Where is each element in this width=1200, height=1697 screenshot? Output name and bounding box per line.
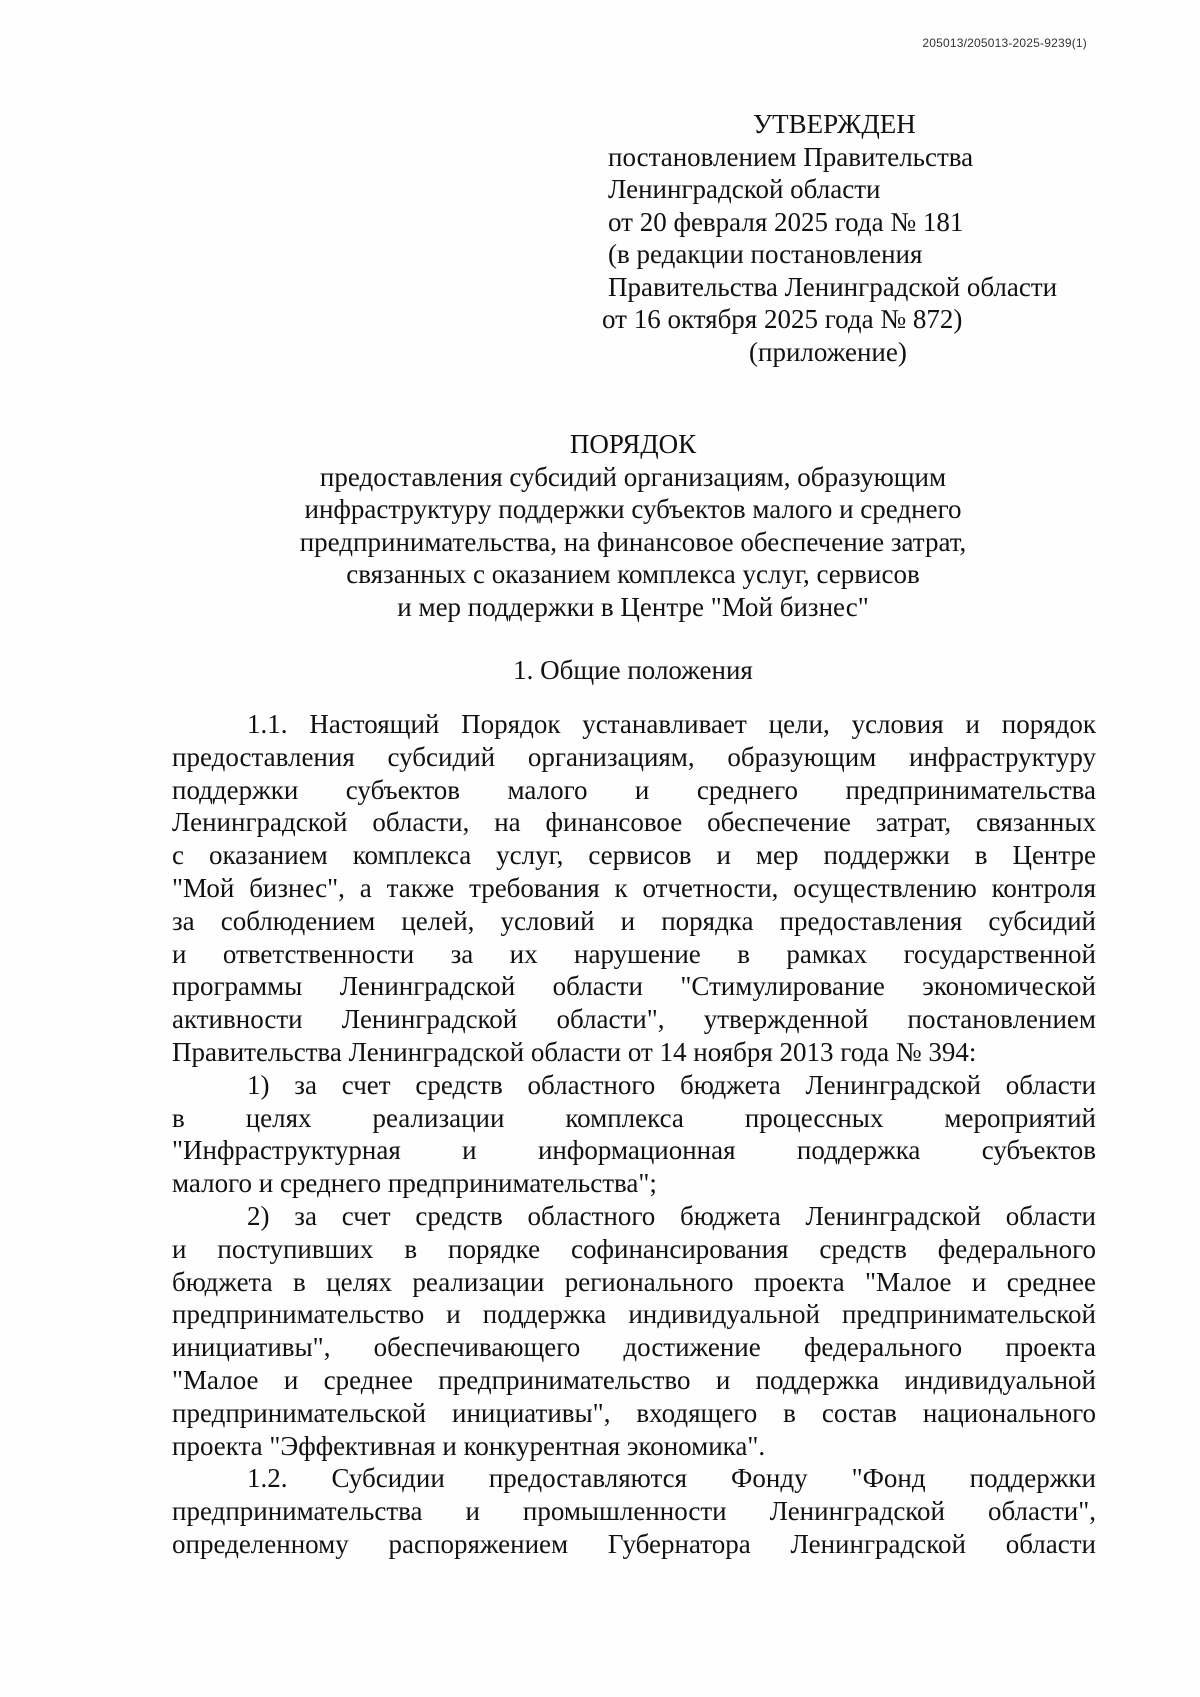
approval-title: УТВЕРЖДЕН [753,109,916,139]
paragraph-line: 1.1. Настоящий Порядок устанавливает цели, условия и порядок [247,709,1096,739]
list-item-line: предпринимательство и поддержка индивидуальной предпринимательской [172,1299,1096,1330]
approval-appendix: (приложение) [749,336,907,367]
document-id: 205013/205013-2025-9239(1) [922,36,1087,50]
body-text [172,708,1096,1561]
approval-line: от 16 октября 2025 года № 872) [602,304,963,334]
order-subtitle-line: и мер поддержки в Центре "Мой бизнес" [397,591,869,622]
list-item-line: предпринимательской инициативы", входящего в состав национального [172,1397,1096,1428]
paragraph-line: с оказанием комплекса услуг, сервисов и мер поддержки в Центре [172,840,1096,871]
list-item-line: в целях реализации комплекса процессных мероприятий [172,1102,1096,1133]
order-subtitle-line: инфраструктуру поддержки субъектов малого и среднего [304,494,962,524]
list-item-line: 2) за счет средств областного бюджета Ленинградской области [247,1200,1096,1231]
list-item-line: проекта "Эффективная и конкурентная экономика". [172,1430,766,1461]
paragraph-line: за соблюдением целей, условий и порядка предоставления субсидий [172,905,1096,936]
paragraph-line: и ответственности за их нарушение в рамках государственной [172,938,1096,969]
approval-line: Ленинградской области [608,174,881,204]
paragraph-line: Правительства Ленинградской области от 14 ноября 2013 года № 394: [172,1036,977,1067]
paragraph-line: определенному распоряжением Губернатора Ленинградской области [172,1528,1096,1559]
paragraph-line: программы Ленинградской области "Стимулирование экономической [172,971,1096,1002]
paragraph-line: поддержки субъектов малого и среднего предпринимательства [172,774,1096,805]
approval-line: Правительства Ленинградской области [608,271,1058,302]
order-title: ПОРЯДОК [569,429,697,459]
list-item-line: 1) за счет средств областного бюджета Ленинградской области [247,1069,1096,1100]
paragraph-line: предоставления субсидий организациям, образующим инфраструктуру [172,741,1096,772]
order-subtitle-line: предпринимательства, на финансовое обеспечение затрат, [299,526,967,557]
list-item-line: "Инфраструктурная и информационная поддержка субъектов [172,1135,1096,1166]
approval-line: от 20 февраля 2025 года № 181 [608,206,964,237]
list-item-line: малого и среднего предпринимательства"; [172,1168,657,1199]
approval-block [602,108,1108,368]
order-subtitle-line: предоставления субсидий организациям, образующим [319,461,947,492]
paragraph-line: Ленинградской области, на финансовое обеспечение затрат, связанных [172,807,1096,838]
list-item-line: "Малое и среднее предпринимательство и поддержка индивидуальной [172,1364,1096,1395]
paragraph-line: активности Ленинградской области", утвержденной постановлением [172,1004,1096,1035]
paragraph-line: "Мой бизнес", а также требования к отчетности, осуществлению контроля [172,872,1096,903]
order-title-block [170,428,1096,623]
paragraph-line: предпринимательства и промышленности Ленинградской области", [172,1496,1096,1527]
list-item-line: бюджета в целях реализации регионального проекта "Малое и среднее [172,1266,1096,1297]
approval-line: (в редакции постановления [608,239,923,269]
list-item-line: и поступивших в порядке софинансирования средств федерального [172,1233,1096,1264]
approval-line: постановлением Правительства [608,141,974,172]
order-subtitle-line: связанных с оказанием комплекса услуг, сервисов [346,559,920,589]
section-heading: 1. Общие положения [513,655,753,685]
paragraph-line: 1.2. Субсидии предоставляются Фонду "Фонд поддержки [247,1463,1096,1494]
list-item-line: инициативы", обеспечивающего достижение федерального проекта [172,1332,1096,1363]
